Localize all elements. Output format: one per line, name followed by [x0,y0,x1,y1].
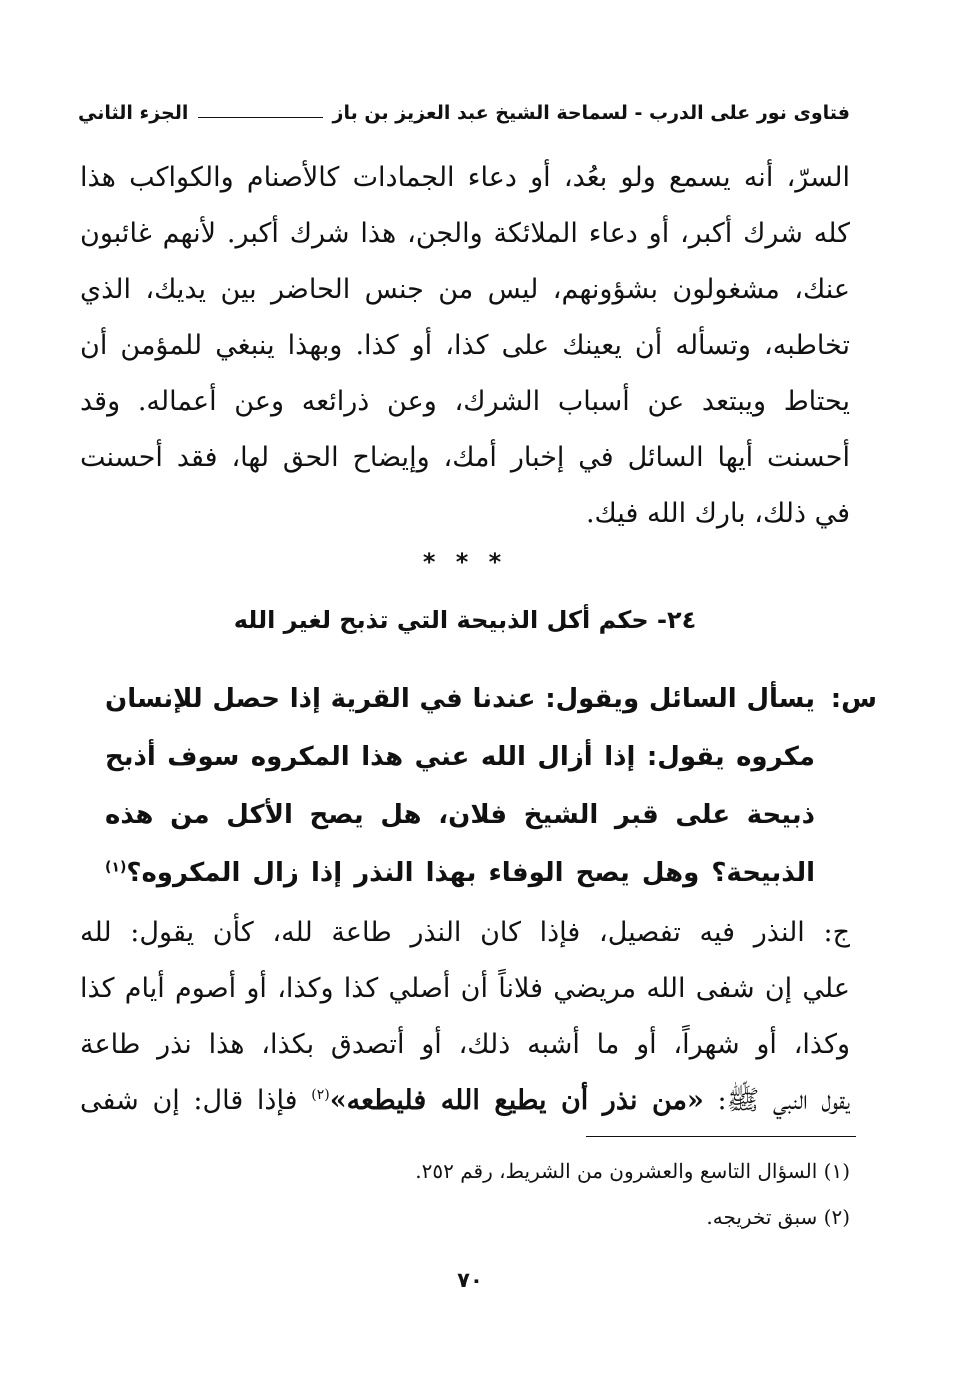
question-block [105,670,877,902]
question-line: مكروه يقول: إذا أزال الله عني هذا المكروه سوف أذبح [105,742,815,772]
answer-line-end: فإذا قال: إن شفى [80,1085,312,1116]
text-line: عنك، مشغولون بشؤونهم، ليس من جنس الحاضر بين يديك، الذي [80,274,850,305]
text-line: في ذلك، بارك الله فيك. [585,498,850,529]
text-line: تخاطبه، وتسأله أن يعينك على كذا، أو كذا. وبهذا ينبغي للمؤمن أن [80,330,850,361]
answer-line: علي إن شفى الله مريضي فلاناً أن أصلي كذا وكذا، أو أصوم أيام كذا [80,973,850,1004]
text-line: أحسنت أيها السائل في إخبار أمك، وإيضاح الحق لها، فقد أحسنت [80,442,850,473]
volume-label: الجزء الثاني [78,102,189,124]
text-line: كله شرك أكبر، أو دعاء الملائكة والجن، هذا شرك أكبر. لأنهم غائبون [80,218,850,249]
text-line: السرّ، أنه يسمع ولو بعُد، أو دعاء الجمادات كالأصنام والكواكب هذا [80,162,850,193]
question-line [105,844,815,902]
hadith-quote: «من نذر أن يطيع الله فليطعه» [329,1085,704,1116]
text-line: يحتاط ويبتعد عن أسباب الشرك، وعن ذرائعه وعن أعماله. وقد [80,386,850,417]
question-line: ذبيحة على قبر الشيخ فلان، هل يصح الأكل من هذه [105,800,815,830]
footnote-item: (٢) سبق تخريجه. [706,1205,850,1229]
footnote-ref: (٢) [311,1087,330,1103]
answer-line [80,1073,850,1129]
section-separator: * * * [422,548,508,576]
continuation-paragraph [80,150,850,542]
book-title: فتاوى نور على الدرب - لسماحة الشيخ عبد العزيز بن باز [332,102,850,124]
question-line: يسأل السائل ويقول: عندنا في القرية إذا حصل للإنسان [105,684,815,714]
running-header [78,96,850,130]
footnote-ref: (١) [105,859,127,876]
answer-line: ج: النذر فيه تفصيل، فإذا كان النذر طاعة لله، كأن يقول: لله [80,917,850,948]
header-rule [198,117,322,118]
question-label: س: [830,684,877,714]
footnotes [80,1148,850,1240]
question-line-text: الذبيحة؟ وهل يصح الوفاء بهذا النذر إذا زال المكروه؟ [126,858,815,888]
footnote-item: (١) السؤال التاسع والعشرون من الشريط، رقم ٢٥٢. [415,1159,850,1183]
footnote-rule [586,1136,856,1137]
answer-block [80,905,850,1129]
page-number: ٧٠ [457,1268,483,1292]
answer-line: وكذا، أو شهراً، أو ما أشبه ذلك، أو أتصدق بكذا، هذا نذر طاعة [80,1029,850,1060]
section-heading: ٢٤- حكم أكل الذبيحة التي تذبح لغير الله [233,606,697,634]
answer-line-start: يقول النبي ﷺ: [703,1085,850,1116]
